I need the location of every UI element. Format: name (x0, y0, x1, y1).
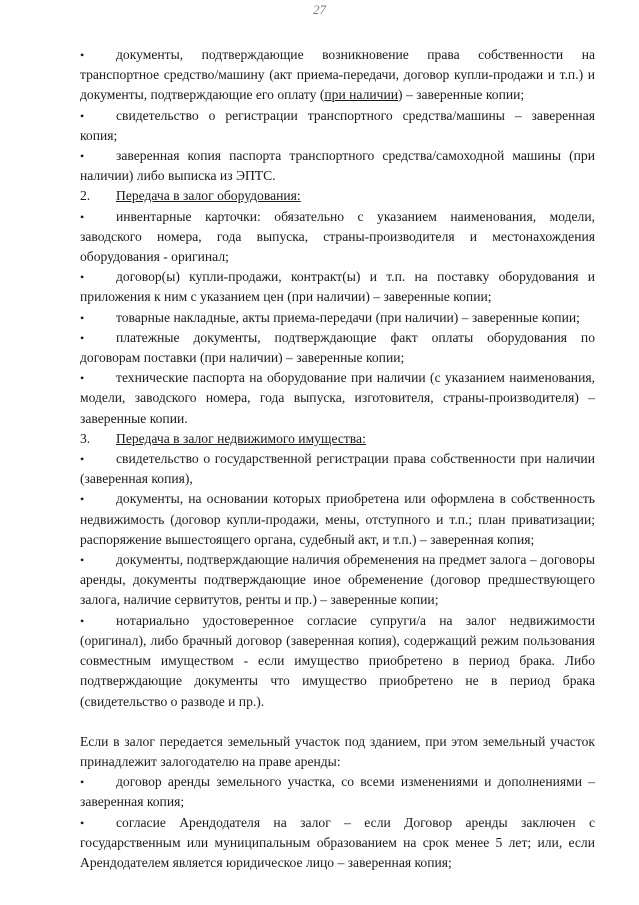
list-item: • товарные накладные, акты приема-передачи (при наличии) – заверенные копии; (80, 308, 595, 328)
bullet-icon: • (80, 330, 85, 345)
section-heading (80, 186, 595, 206)
list-item: • платежные документы, подтверждающие факт оплаты оборудования по договорам поставки (при наличии) – заверенные копии; (80, 329, 595, 366)
list-item: • договор(ы) купли-продажи, контракт(ы) и т.п. на поставку оборудования и приложения к ним с указанием цен (при наличии) – заверенные копии; (80, 269, 595, 305)
bullet-icon: • (80, 209, 85, 224)
section-number: 3. (80, 430, 91, 446)
list-item: • заверенная копия паспорта транспортного средства/самоходной машины (при наличии) либо выписка из ЭПТС. (80, 148, 595, 184)
bullet-icon: • (80, 452, 85, 467)
list-item: • технические паспорта на оборудование при наличии (с указанием наименования, модели, заводского номера, года выпуска, изготовителя, страны-производителя) – заверенные копии. (80, 370, 595, 426)
section-title: Передача в залог недвижимого имущества: (116, 430, 366, 446)
document-body (80, 45, 595, 873)
list-item: • документы, подтверждающие возникновение права собственности на транспортное средство/машину (акт приема-передачи, договор купли-продажи и т.п.) и документы, подтверждающие его оплату (при наличии) – заверенные копии; (80, 47, 595, 103)
paragraph-spacer (80, 712, 595, 732)
list-item: • договор аренды земельного участка, со всеми изменениями и дополнениями – заверенная копия; (80, 774, 595, 810)
list-item: • инвентарные карточки: обязательно с указанием наименования, модели, заводского номера, года выпуска, страны-производителя и местонахождения оборудования - оригинал; (80, 208, 595, 265)
list-item: • согласие Арендодателя на залог – если Договор аренды заключен с государственным или муниципальным образованием на срок менее 5 лет; или, если Арендодателем является юридическое лицо – заверенная копия; (80, 814, 595, 870)
list-item: • свидетельство о регистрации транспортного средства/машины – заверенная копия; (80, 107, 595, 143)
bullet-icon: • (80, 553, 85, 568)
section-title: Передача в залог оборудования: (116, 188, 301, 204)
underlined-text: при наличии (324, 87, 399, 103)
bullet-icon: • (80, 108, 85, 123)
bullet-icon: • (80, 815, 85, 830)
land-intro-paragraph: Если в залог передается земельный участок под зданием, при этом земельный участок принадлежит залогодателю на праве аренды: (80, 733, 595, 769)
bullet-icon: • (80, 492, 85, 507)
bullet-icon: • (80, 149, 85, 164)
bullet-icon: • (80, 371, 85, 386)
list-item: • свидетельство о государственной регистрации права собственности при наличии (заверенная копия), (80, 451, 595, 487)
bullet-icon: • (80, 310, 85, 325)
section-heading (80, 429, 595, 449)
bullet-icon: • (80, 48, 85, 62)
bullet-icon: • (80, 613, 85, 628)
section-number: 2. (80, 188, 91, 204)
list-item: • документы, подтверждающие наличия обременения на предмет залога – договоры аренды, документы подтверждающие иное обременение (договор предшествующего залога, наличие сервитутов, ренты и пр.) – заверенные копии; (80, 552, 595, 608)
bullet-icon: • (80, 775, 85, 790)
list-item: • документы, на основании которых приобретена или оформлена в собственность недвижимость (договор купли-продажи, мены, отступного и т.п.; план приватизации; распоряжение вышестоящего органа, судебный акт, и т.п.) – заверенная копия; (80, 491, 595, 547)
bullet-icon: • (80, 270, 85, 285)
page-number: 27 (313, 2, 326, 17)
list-item: • нотариально удостоверенное согласие супруги/а на залог недвижимости (оригинал), либо брачный договор (заверенная копия), содержащий режим пользования совместным имуществом - если имущество приобретено в период брака. Либо подтверждающие документы что имущество приобретено не в период брака (свидетельство о разводе и пр.). (80, 612, 595, 709)
